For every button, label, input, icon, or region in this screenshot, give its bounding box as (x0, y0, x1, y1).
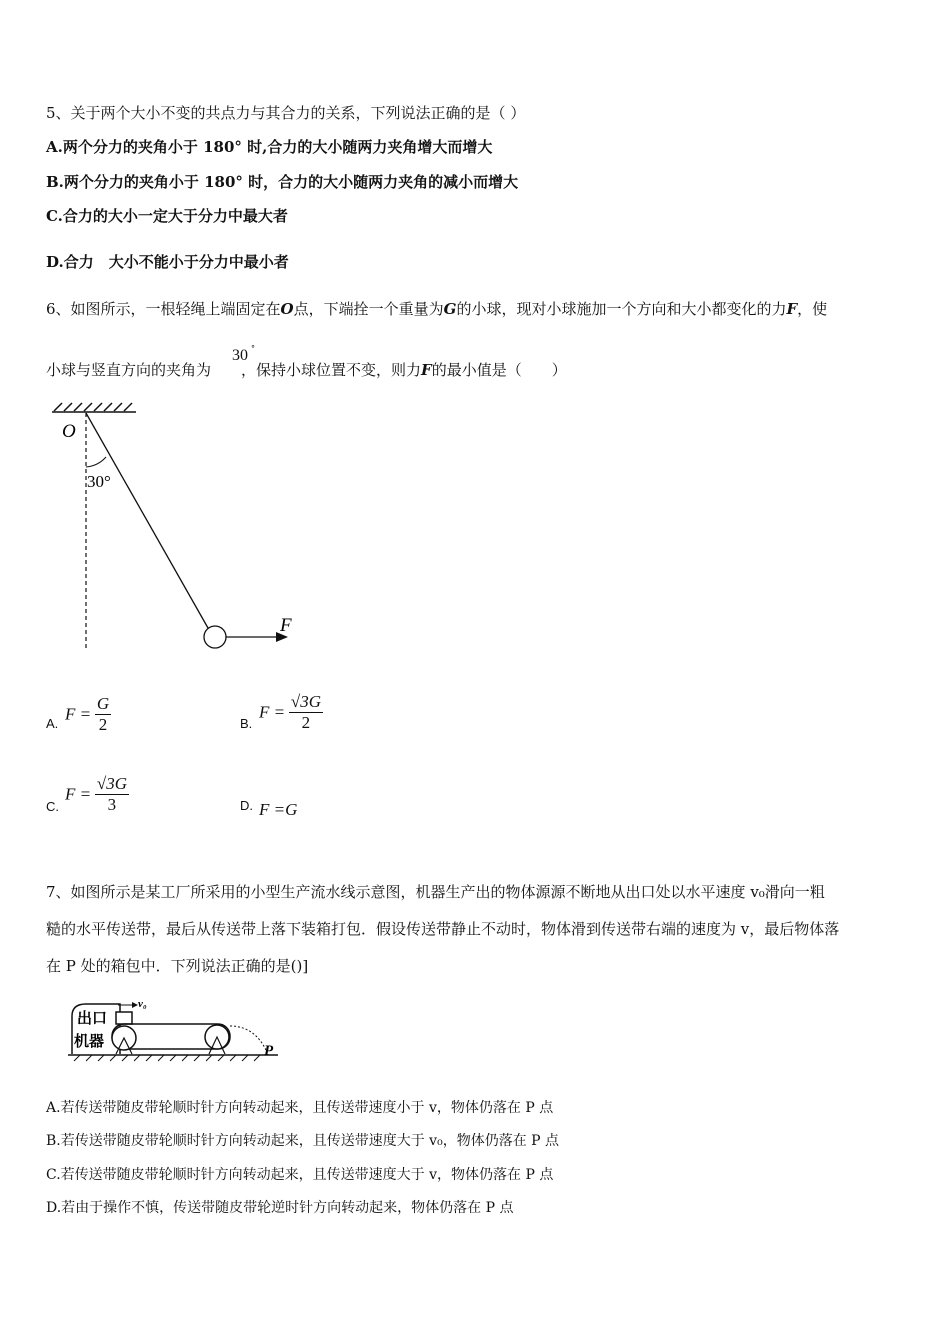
q6-option-c-lhs: F = (65, 784, 92, 804)
q6-var-f: F (786, 300, 798, 318)
q7-option-a: A.若传送带随皮带轮顺时针方向转动起来，且传送带速度小于 v，物体仍落在 P 点 (46, 1100, 554, 1116)
angle-arc (86, 457, 106, 467)
q7-option-c: C.若传送带随皮带轮顺时针方向转动起来，且传送带速度大于 v，物体仍落在 P 点 (46, 1167, 554, 1183)
q6-option-b (259, 692, 323, 733)
q6-stem-text-2: 点，下端拴一个重量为 (293, 300, 444, 318)
q6-option-c (65, 774, 129, 815)
q6-line2-text-1: 小球与竖直方向的夹角为 (46, 361, 212, 379)
object-block (116, 1012, 132, 1024)
q6-option-b-lhs: F = (259, 702, 286, 722)
q6-stem-line2 (46, 359, 567, 380)
q6-stem-text-1: 6、如图所示，一根轻绳上端固定在 (46, 300, 281, 318)
figure-force-label: F (280, 615, 292, 636)
q5-option-a: A.两个分力的夹角小于 180° 时,合力的大小随两力夹角增大而增大 (46, 138, 493, 156)
ground-hatch (74, 1055, 260, 1061)
p-label: P (264, 1043, 274, 1059)
denominator: 2 (98, 715, 108, 734)
q5-option-d: D.合力 大小不能小于分力中最小者 (46, 253, 289, 271)
q6-degree-mark: ° (251, 344, 255, 353)
numerator: √3G (96, 774, 127, 793)
q6-stem-line1 (46, 298, 827, 319)
q6-option-a-fraction (95, 694, 111, 735)
q6-option-a-lhs: F = (65, 704, 92, 724)
q6-line2-text-2: ，保持小球位置不变，则力 (241, 361, 422, 379)
numerator: G (96, 694, 110, 713)
q6-var-g: G (443, 300, 457, 318)
q7-stem-line1: 7、如图所示是某工厂所采用的小型生产流水线示意图，机器生产出的物体源源不断地从出口处以水平速度 v₀滑向一粗 (46, 883, 825, 901)
q6-line2-var-f: F (421, 361, 432, 379)
q7-stem-line2: 糙的水平传送带，最后从传送带上落下装箱打包．假设传送带静止不动时，物体滑到传送带右端的速度为 v，最后物体落 (46, 920, 840, 938)
machine-label: 机器 (74, 1032, 105, 1050)
q6-stem-text-3: 的小球，现对小球施加一个方向和大小都变化的力 (456, 300, 787, 318)
q6-option-d-label: D. (240, 798, 253, 813)
q5-option-b: B.两个分力的夹角小于 180° 时，合力的大小随两力夹角的减小而增大 (46, 173, 519, 191)
q6-var-o: O (280, 300, 294, 318)
q5-option-c: C.合力的大小一定大于分力中最大者 (46, 207, 288, 225)
q6-option-b-label: B. (240, 716, 253, 731)
q6-stem-text-4: ，使 (797, 300, 828, 318)
q6-option-a-label: A. (46, 716, 59, 731)
q6-option-d (259, 800, 297, 820)
q6-line2-text-3: 的最小值是（ ） (431, 361, 567, 379)
q6-option-d-expr: F =G (259, 800, 298, 819)
q6-pendulum-figure (40, 395, 320, 660)
ceiling-hatch (52, 403, 136, 412)
v0-label: v₀ (138, 998, 147, 1010)
q6-angle-value: 30 (232, 347, 248, 364)
denominator: 3 (107, 795, 117, 814)
q6-option-c-label: C. (46, 799, 59, 814)
q6-option-b-fraction (289, 692, 323, 733)
figure-angle-label: 30° (87, 472, 111, 491)
q5-stem: 5、关于两个大小不变的共点力与其合力的关系，下列说法正确的是（ ） (46, 104, 526, 122)
q7-conveyor-figure (64, 996, 284, 1066)
rope (86, 413, 208, 628)
q7-option-b: B.若传送带随皮带轮顺时针方向转动起来，且传送带速度大于 v₀，物体仍落在 P 点 (46, 1133, 560, 1149)
ball (204, 626, 226, 648)
q6-option-a (65, 694, 111, 735)
trajectory (230, 1026, 266, 1050)
exit-label: 出口 (77, 1009, 108, 1027)
numerator: √3G (290, 692, 321, 711)
q7-option-d: D.若由于操作不慎，传送带随皮带轮逆时针方向转动起来，物体仍落在 P 点 (46, 1200, 514, 1216)
figure-o-label: O (62, 421, 76, 442)
q6-option-c-fraction (95, 774, 129, 815)
denominator: 2 (301, 713, 311, 732)
q7-stem-line3: 在 P 处的箱包中．下列说法正确的是()] (46, 957, 309, 975)
